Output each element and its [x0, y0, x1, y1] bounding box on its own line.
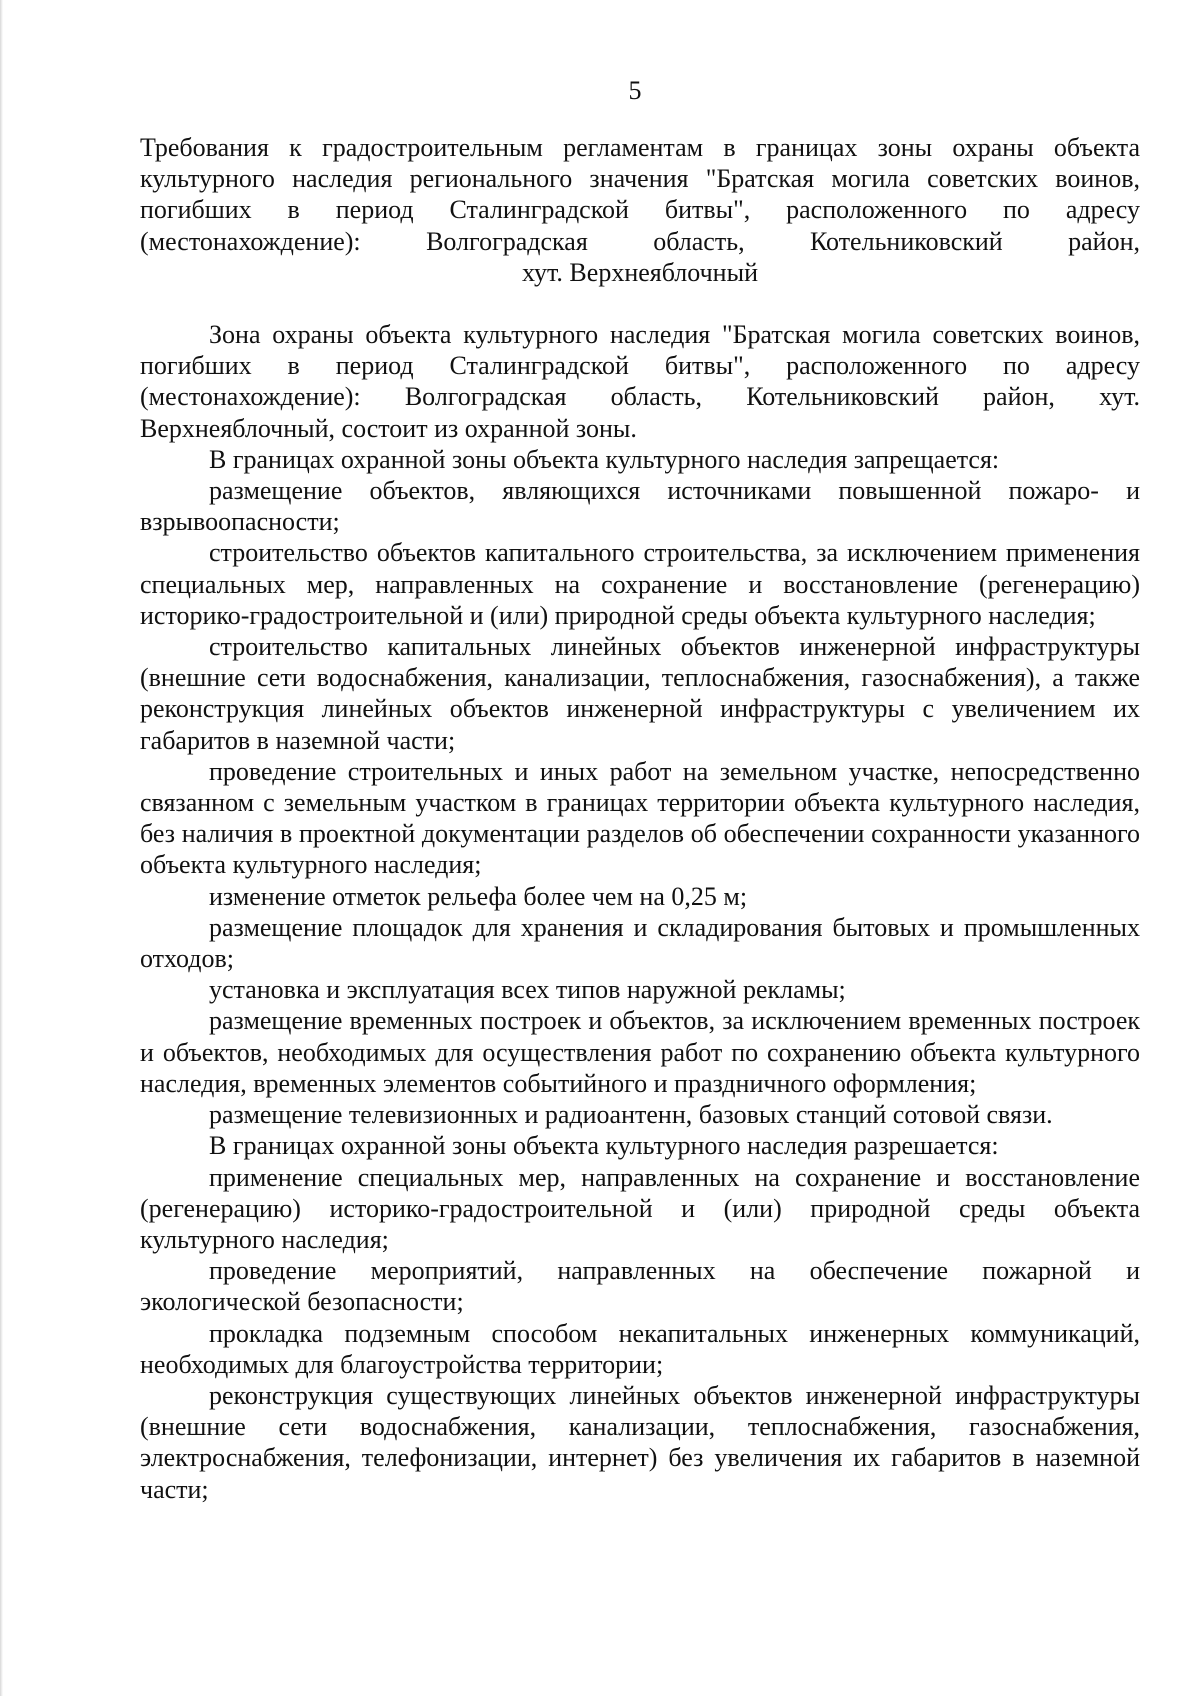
heading-line: хут. Верхнеяблочный [522, 257, 758, 287]
document-heading [140, 132, 1140, 288]
document-body [140, 319, 1140, 1505]
heading-line: Требования к градостроительным регламентам в границах зоны охраны объекта [140, 133, 1140, 162]
document-content [140, 132, 1140, 1505]
scan-edge [0, 0, 3, 1696]
paragraph-prohibited-intro: В границах охранной зоны объекта культурного наследия запрещается: [209, 444, 1000, 474]
list-item: строительство объектов капитального строительства, за исключением применения специальных мер, направленных на сохранение и восстановление (регенерацию) историко-градостроительной и (или) природной среды объекта культурного наследия; [140, 538, 1140, 630]
page-number: 5 [628, 76, 642, 105]
list-item: применение специальных мер, направленных на сохранение и восстановление (регенерацию) историко-градостроительной и (или) природной среды объекта культурного наследия; [140, 1162, 1140, 1254]
list-item: установка и эксплуатация всех типов наружной рекламы; [209, 975, 846, 1005]
list-item: проведение мероприятий, направленных на обеспечение пожарной и экологической безопасности; [140, 1256, 1140, 1317]
list-item: прокладка подземным способом некапитальных инженерных коммуникаций, необходимых для благоустройства территории; [140, 1318, 1140, 1379]
heading-line: (местонахождение): Волгоградская область, Котельниковский район, [140, 226, 1140, 256]
paragraph-zone-composition: Зона охраны объекта культурного наследия "Братская могила советских воинов, погибших в период Сталинградской битвы", расположенного по адресу (местонахождение): Волгоградская область, Котельниковский район, хут. Верхнеяблочный, состоит из охранной зоны. [140, 320, 1140, 443]
list-item: изменение отметок рельефа более чем на 0,25 м; [209, 881, 748, 911]
spacer [140, 288, 1140, 319]
heading-line: культурного наследия регионального значения "Братская могила советских воинов, [140, 164, 1140, 194]
list-item: строительство капитальных линейных объектов инженерной инфраструктуры (внешние сети водоснабжения, канализации, теплоснабжения, газоснабжения), а также реконструкция линейных объектов инженерной инфраструктуры с увеличением их габаритов в наземной части; [140, 632, 1140, 755]
heading-line: погибших в период Сталинградской битвы", расположенного по адресу [140, 195, 1140, 225]
list-item: проведение строительных и иных работ на земельном участке, непосредственно связанном с земельным участком в границах территории объекта культурного наследия, без наличия в проектной документации разделов об обеспечении сохранности указанного объекта культурного наследия; [140, 756, 1140, 880]
list-item: размещение объектов, являющихся источниками повышенной пожаро- и взрывоопасности; [140, 476, 1140, 537]
paragraph-permitted-intro: В границах охранной зоны объекта культурного наследия разрешается: [209, 1131, 999, 1161]
list-item: размещение телевизионных и радиоантенн, базовых станций сотовой связи. [209, 1100, 1053, 1130]
list-item: размещение временных построек и объектов, за исключением временных построек и объектов, необходимых для осуществления работ по сохранению объекта культурного наследия, временных элементов событийного и праздничного оформления; [140, 1006, 1140, 1098]
list-item: размещение площадок для хранения и складирования бытовых и промышленных отходов; [140, 912, 1140, 974]
list-item: реконструкция существующих линейных объектов инженерной инфраструктуры (внешние сети водоснабжения, канализации, теплоснабжения, газоснабжения, электроснабжения, телефонизации, интернет) без увеличения их габаритов в наземной части; [140, 1380, 1140, 1504]
